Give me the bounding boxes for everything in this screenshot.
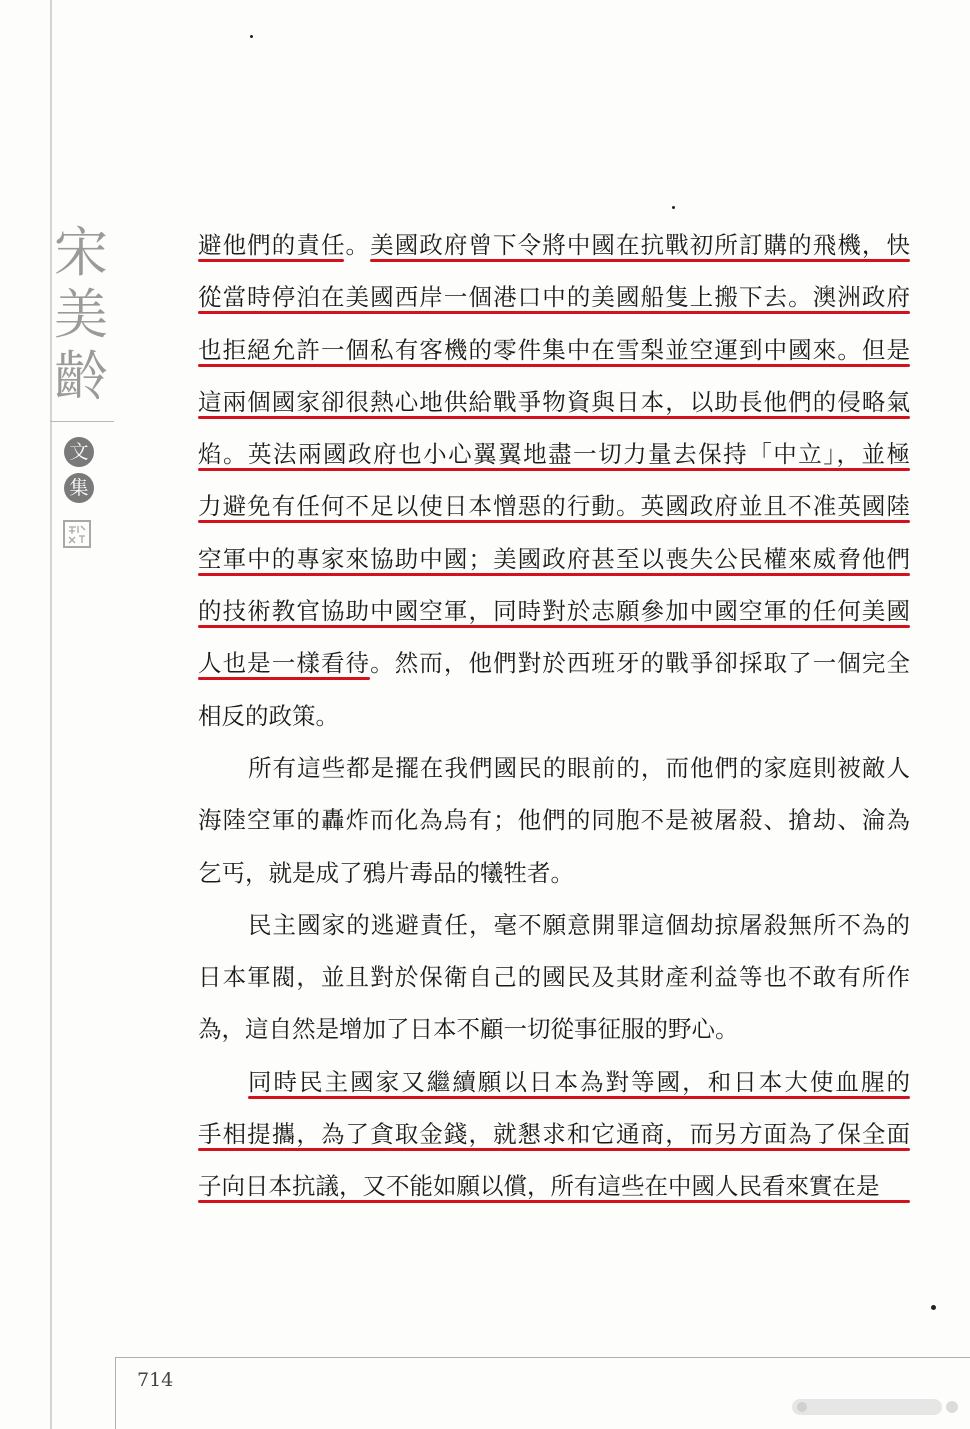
text-line: 子向日本抗議，又不能如願以償，所有這些在中國人民看來實在是	[198, 1164, 910, 1216]
text-line: 同時民主國家又繼續願以日本為對等國，和日本大使血腥的	[198, 1060, 910, 1112]
text-line: 民主國家的逃避責任，毫不願意開罪這個劫掠屠殺無所不為的	[248, 910, 910, 939]
text-line: 這兩個國家卻很熱心地供給戰爭物資與日本，以助長他們的侵略氣	[198, 380, 910, 432]
text-line: 所有這些都是擺在我們國民的眼前的，而他們的家庭則被敵人	[248, 753, 910, 782]
red-underline	[370, 259, 910, 262]
red-underline	[198, 1148, 910, 1151]
red-underline	[198, 364, 910, 367]
red-underline	[198, 677, 370, 680]
paragraph	[198, 746, 910, 903]
book-title-char: 美	[54, 283, 108, 346]
text-line: 的技術教官協助中國空軍，同時對於志願參加中國空軍的任何美國	[198, 589, 910, 641]
scan-speck	[931, 1305, 936, 1310]
page-number: 714	[137, 1369, 174, 1391]
series-label	[64, 437, 98, 509]
text-line: 也拒絕允許一個私有客機的零件集中在雪梨並空運到中國來。但是	[198, 328, 910, 380]
red-underline	[248, 1096, 910, 1099]
book-title-char: 宋	[54, 221, 108, 284]
text-line: 力避免有任何不足以使日本憎惡的行動。英國政府並且不准英國陸	[198, 484, 910, 536]
text-line: 空軍中的專家來協助中國；美國政府甚至以喪失公民權來威脅他們	[198, 537, 910, 589]
footer-rule	[115, 1357, 970, 1358]
footer-margin-rule	[115, 1357, 116, 1429]
text-line: 為，這自然是增加了日本不顧一切從事征服的野心。	[198, 1015, 739, 1044]
text-line: 從當時停泊在美國西岸一個港口中的美國船隻上搬下去。澳洲政府	[198, 275, 910, 327]
red-underline	[198, 1200, 910, 1203]
text-line: 日本軍閥，並且對於保衛自己的國民及其財產利益等也不敢有所作	[198, 963, 910, 992]
text-line: 焰。英法兩國政府也小心翼翼地盡一切力量去保持「中立」，並極	[198, 432, 910, 484]
red-underline	[198, 573, 910, 576]
red-underline	[198, 311, 910, 314]
series-char: 集	[64, 473, 94, 503]
scan-speck	[672, 206, 675, 209]
red-underline	[198, 625, 910, 628]
running-head	[50, 222, 112, 408]
text-line: 乞丐，就是成了鴉片毒品的犧牲者。	[198, 858, 574, 887]
text-line: 相反的政策。	[198, 701, 339, 730]
text-line: 海陸空軍的轟炸而化為烏有；他們的同胞不是被屠殺、搶劫、淪為	[198, 806, 910, 835]
red-underline	[198, 520, 910, 523]
red-underline	[198, 416, 910, 419]
book-title-char: 齡	[54, 345, 108, 408]
binding-line	[50, 0, 52, 1429]
body-text	[198, 223, 910, 1217]
text-line: 手相提攜，為了貪取金錢，就懇求和它通商，而另方面為了保全面	[198, 1112, 910, 1164]
head-divider	[50, 421, 114, 422]
text-line: 人也是一樣看待。然而，他們對於西班牙的戰爭卻採取了一個完全	[198, 641, 910, 693]
seal-stamp-icon	[63, 520, 91, 548]
paragraph	[198, 1060, 910, 1217]
text-line: 避他們的責任。美國政府曾下令將中國在抗戰初所訂購的飛機，快	[198, 223, 910, 275]
paragraph	[198, 223, 910, 746]
scan-speck	[250, 35, 253, 38]
red-underline	[198, 259, 344, 262]
series-char: 文	[64, 437, 94, 467]
paragraph	[198, 903, 910, 1060]
red-underline	[198, 468, 910, 471]
watermark-icon	[790, 1395, 960, 1419]
